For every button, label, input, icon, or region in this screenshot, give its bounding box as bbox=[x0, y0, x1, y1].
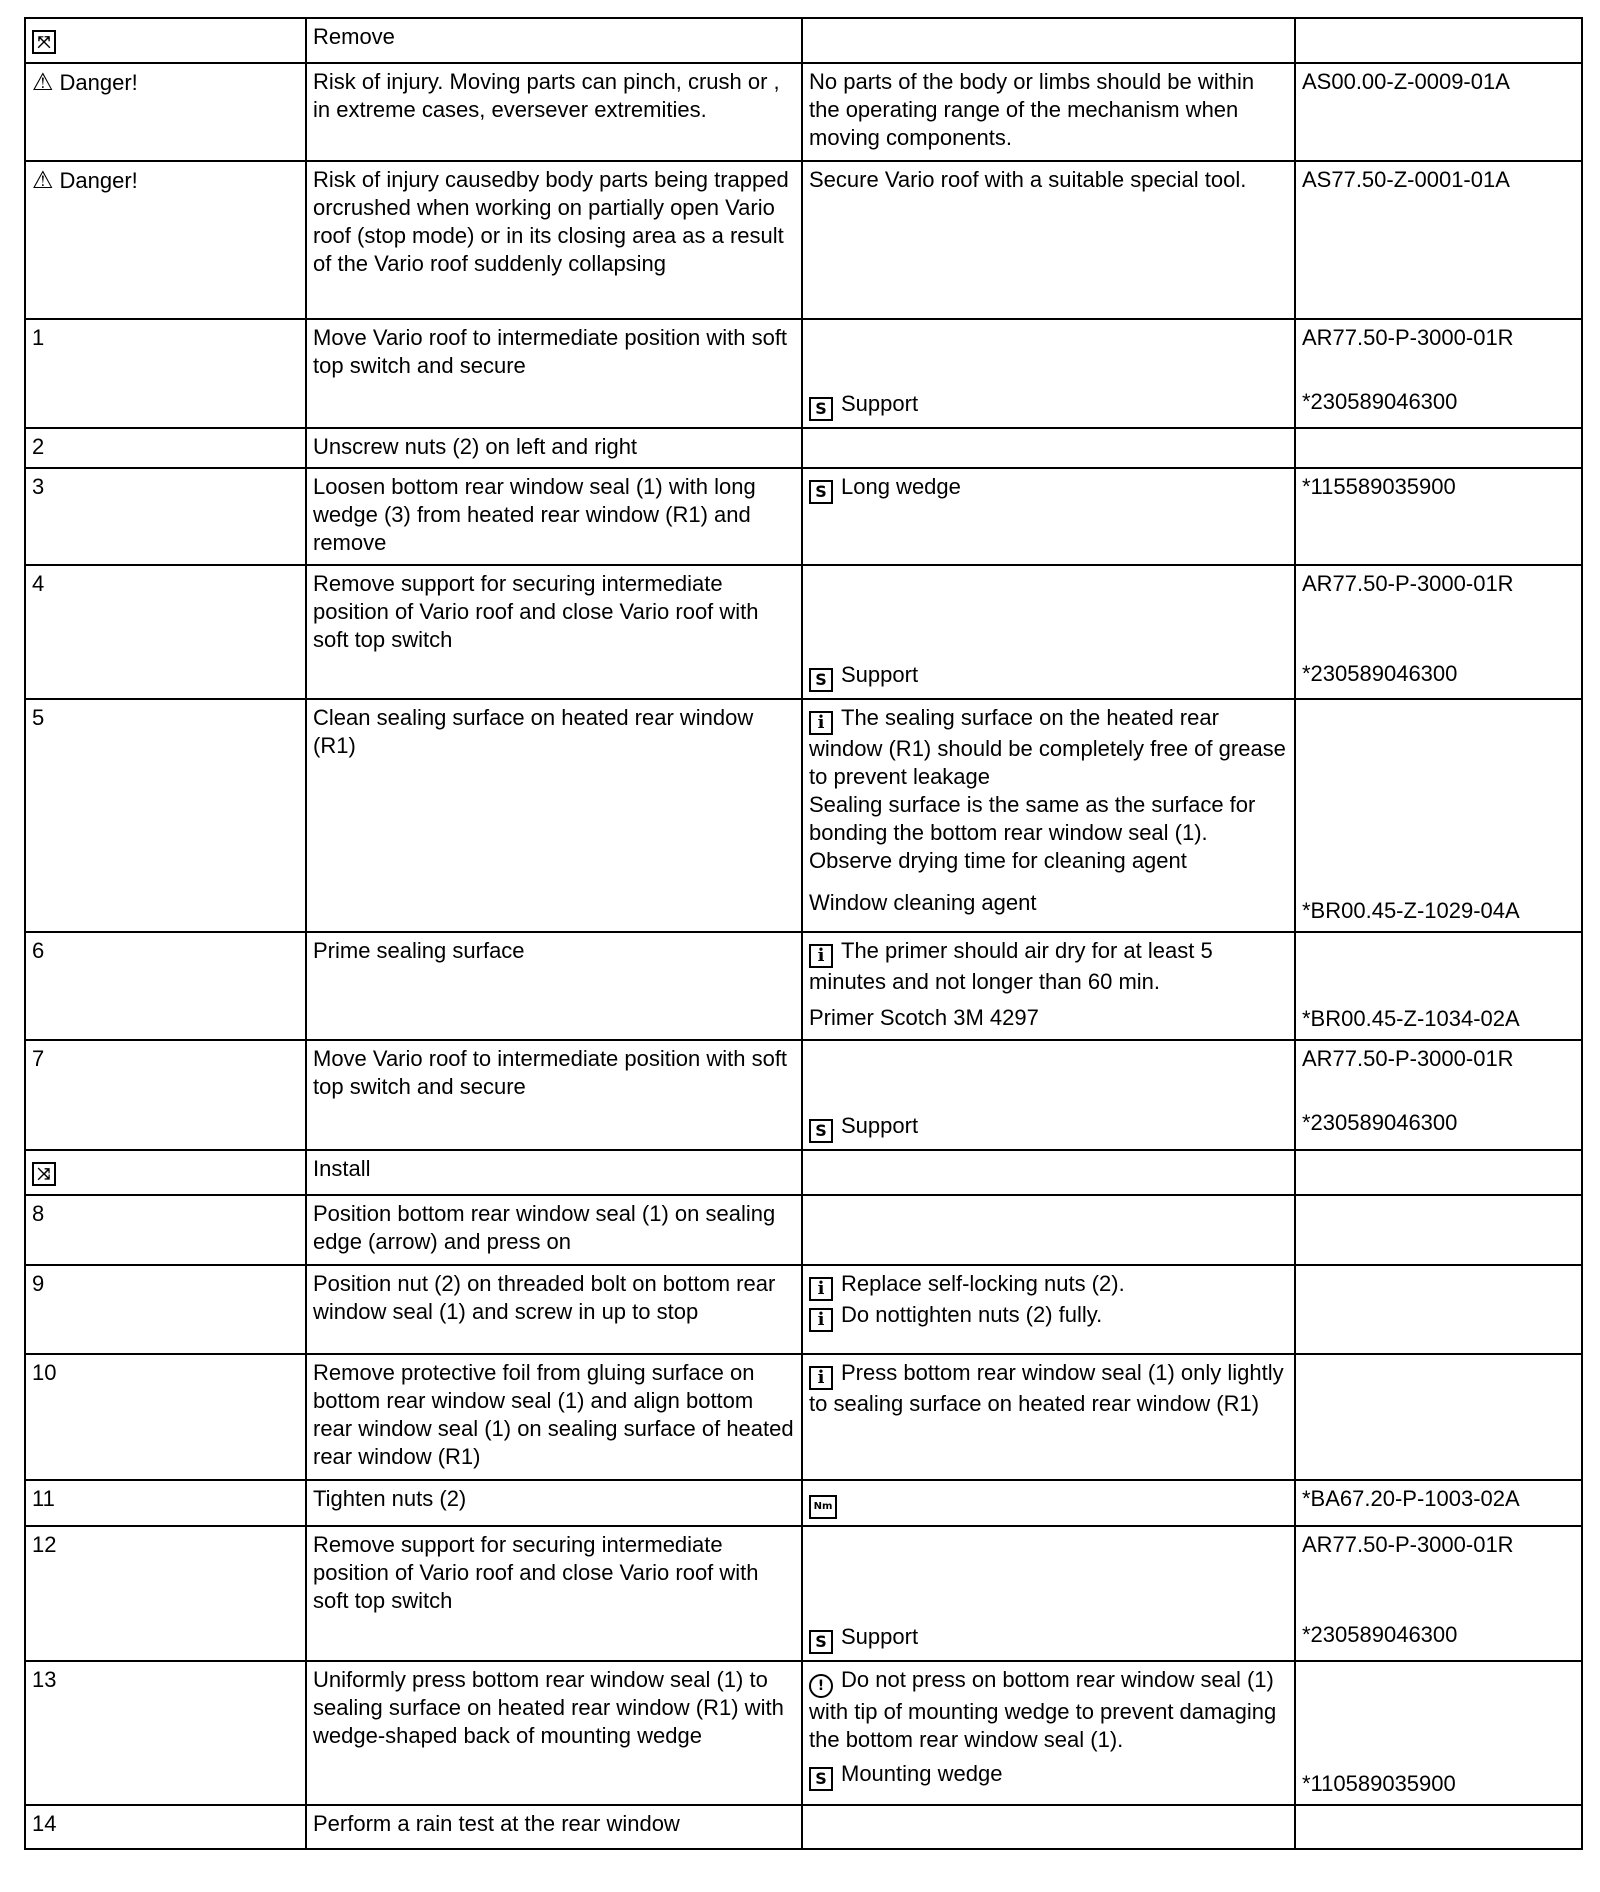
install-collapse-icon: ⤨ bbox=[32, 1162, 56, 1186]
action-cell: Remove bbox=[306, 18, 802, 63]
special-tool-icon: S bbox=[809, 480, 833, 504]
step-cell: 14 bbox=[25, 1805, 306, 1849]
step-cell: 6 bbox=[25, 932, 306, 1040]
ref-cell bbox=[1295, 1150, 1582, 1195]
action-cell: Unscrew nuts (2) on left and right bbox=[306, 428, 802, 468]
special-tool-icon: S bbox=[809, 668, 833, 692]
action-cell: Move Vario roof to intermediate position with soft top switch and secure bbox=[306, 1040, 802, 1150]
ref-cell: *BR00.45-Z-1034-02A bbox=[1295, 932, 1582, 1040]
note-cell: i The sealing surface on the heated rear window (R1) should be completely free of grease to prevent leakage Sealing surface is the same as the surface for bonding the bottom rear window seal (1). Observe drying time for cleaning agent Window cleaning agent bbox=[802, 699, 1295, 932]
note-cell: i Replace self-locking nuts (2). i Do nottighten nuts (2) fully. bbox=[802, 1265, 1295, 1354]
ref-cell: AR77.50-P-3000-01R *230589046300 bbox=[1295, 319, 1582, 428]
torque-nm-icon: Nm bbox=[809, 1495, 837, 1519]
table-row bbox=[25, 565, 1582, 699]
action-cell: Risk of injury. Moving parts can pinch, crush or , in extreme cases, eversever extremities. bbox=[306, 63, 802, 161]
table-row bbox=[25, 428, 1582, 468]
note-cell bbox=[802, 428, 1295, 468]
ref-cell bbox=[1295, 1265, 1582, 1354]
action-cell: Clean sealing surface on heated rear window (R1) bbox=[306, 699, 802, 932]
info-icon: i bbox=[809, 1366, 833, 1390]
table-row bbox=[25, 1805, 1582, 1849]
action-cell: Remove support for securing intermediate position of Vario roof and close Vario roof with soft top switch bbox=[306, 565, 802, 699]
note-cell bbox=[802, 1195, 1295, 1265]
step-cell: 7 bbox=[25, 1040, 306, 1150]
note-cell: i Press bottom rear window seal (1) only lightly to sealing surface on heated rear window (R1) bbox=[802, 1354, 1295, 1480]
info-icon: i bbox=[809, 944, 833, 968]
action-cell: Prime sealing surface bbox=[306, 932, 802, 1040]
step-cell: 9 bbox=[25, 1265, 306, 1354]
step-cell: 3 bbox=[25, 468, 306, 565]
table-row bbox=[25, 1661, 1582, 1805]
table-row bbox=[25, 1040, 1582, 1150]
step-cell: 1 bbox=[25, 319, 306, 428]
step-cell: 2 bbox=[25, 428, 306, 468]
note-cell: S Support bbox=[802, 1526, 1295, 1661]
note-cell: S Support bbox=[802, 565, 1295, 699]
table-row bbox=[25, 1480, 1582, 1526]
caution-icon: ! bbox=[809, 1674, 833, 1698]
table-row bbox=[25, 932, 1582, 1040]
ref-cell bbox=[1295, 1195, 1582, 1265]
action-cell: Install bbox=[306, 1150, 802, 1195]
action-cell: Uniformly press bottom rear window seal (1) to sealing surface on heated rear window (R1) with wedge-shaped back of mounting wedge bbox=[306, 1661, 802, 1805]
ref-cell bbox=[1295, 1805, 1582, 1849]
table-row bbox=[25, 161, 1582, 319]
step-cell: 8 bbox=[25, 1195, 306, 1265]
note-cell: No parts of the body or limbs should be within the operating range of the mechanism when moving components. bbox=[802, 63, 1295, 161]
table-row bbox=[25, 63, 1582, 161]
table-row bbox=[25, 319, 1582, 428]
table-row bbox=[25, 699, 1582, 932]
ref-cell: *115589035900 bbox=[1295, 468, 1582, 565]
step-cell bbox=[25, 18, 306, 63]
note-cell: Secure Vario roof with a suitable special tool. bbox=[802, 161, 1295, 319]
procedure-table bbox=[24, 17, 1583, 1850]
ref-cell: *BR00.45-Z-1029-04A bbox=[1295, 699, 1582, 932]
action-cell: Risk of injury causedby body parts being trapped orcrushed when working on partially open Vario roof (stop mode) or in its closing area as a result of the Vario roof suddenly collapsing bbox=[306, 161, 802, 319]
table-row bbox=[25, 1354, 1582, 1480]
ref-cell: AS00.00-Z-0009-01A bbox=[1295, 63, 1582, 161]
action-cell: Position nut (2) on threaded bolt on bottom rear window seal (1) and screw in up to stop bbox=[306, 1265, 802, 1354]
table-row bbox=[25, 1150, 1582, 1195]
ref-cell bbox=[1295, 18, 1582, 63]
ref-cell: AS77.50-Z-0001-01A bbox=[1295, 161, 1582, 319]
note-cell bbox=[802, 1150, 1295, 1195]
action-cell: Position bottom rear window seal (1) on sealing edge (arrow) and press on bbox=[306, 1195, 802, 1265]
info-icon: i bbox=[809, 711, 833, 735]
step-cell: 10 bbox=[25, 1354, 306, 1480]
table-row bbox=[25, 1195, 1582, 1265]
info-icon: i bbox=[809, 1277, 833, 1301]
special-tool-icon: S bbox=[809, 1630, 833, 1654]
table-row bbox=[25, 468, 1582, 565]
step-cell bbox=[25, 161, 306, 319]
special-tool-icon: S bbox=[809, 1119, 833, 1143]
step-cell bbox=[25, 1150, 306, 1195]
ref-cell: AR77.50-P-3000-01R *230589046300 bbox=[1295, 1040, 1582, 1150]
step-cell: 5 bbox=[25, 699, 306, 932]
step-cell bbox=[25, 63, 306, 161]
note-cell: S Support bbox=[802, 319, 1295, 428]
note-cell: ! Do not press on bottom rear window seal (1) with tip of mounting wedge to prevent damaging the bottom rear window seal (1). S Mounting wedge bbox=[802, 1661, 1295, 1805]
danger-label: Danger! bbox=[59, 168, 138, 193]
warning-triangle-icon: ⚠ bbox=[32, 166, 54, 194]
ref-cell: *BA67.20-P-1003-02A bbox=[1295, 1480, 1582, 1526]
info-icon: i bbox=[809, 1308, 833, 1332]
remove-expand-icon: ⤧ bbox=[32, 30, 56, 54]
step-cell: 4 bbox=[25, 565, 306, 699]
step-cell: 11 bbox=[25, 1480, 306, 1526]
warning-triangle-icon: ⚠ bbox=[32, 68, 54, 96]
step-cell: 13 bbox=[25, 1661, 306, 1805]
ref-cell bbox=[1295, 428, 1582, 468]
ref-cell bbox=[1295, 1354, 1582, 1480]
note-cell: S Long wedge bbox=[802, 468, 1295, 565]
step-cell: 12 bbox=[25, 1526, 306, 1661]
table-row bbox=[25, 18, 1582, 63]
ref-cell: *110589035900 bbox=[1295, 1661, 1582, 1805]
ref-cell: AR77.50-P-3000-01R *230589046300 bbox=[1295, 565, 1582, 699]
note-cell bbox=[802, 18, 1295, 63]
action-cell: Remove support for securing intermediate position of Vario roof and close Vario roof with soft top switch bbox=[306, 1526, 802, 1661]
danger-label: Danger! bbox=[59, 70, 138, 95]
action-cell: Tighten nuts (2) bbox=[306, 1480, 802, 1526]
special-tool-icon: S bbox=[809, 397, 833, 421]
note-cell bbox=[802, 1805, 1295, 1849]
action-cell: Loosen bottom rear window seal (1) with long wedge (3) from heated rear window (R1) and remove bbox=[306, 468, 802, 565]
table-row bbox=[25, 1265, 1582, 1354]
note-cell bbox=[802, 1480, 1295, 1526]
action-cell: Move Vario roof to intermediate position with soft top switch and secure bbox=[306, 319, 802, 428]
note-cell: i The primer should air dry for at least 5 minutes and not longer than 60 min. Primer Scotch 3M 4297 bbox=[802, 932, 1295, 1040]
ref-cell: AR77.50-P-3000-01R *230589046300 bbox=[1295, 1526, 1582, 1661]
action-cell: Perform a rain test at the rear window bbox=[306, 1805, 802, 1849]
table-row bbox=[25, 1526, 1582, 1661]
action-cell: Remove protective foil from gluing surface on bottom rear window seal (1) and align bottom rear window seal (1) on sealing surface of heated rear window (R1) bbox=[306, 1354, 802, 1480]
special-tool-icon: S bbox=[809, 1767, 833, 1791]
note-cell: S Support bbox=[802, 1040, 1295, 1150]
